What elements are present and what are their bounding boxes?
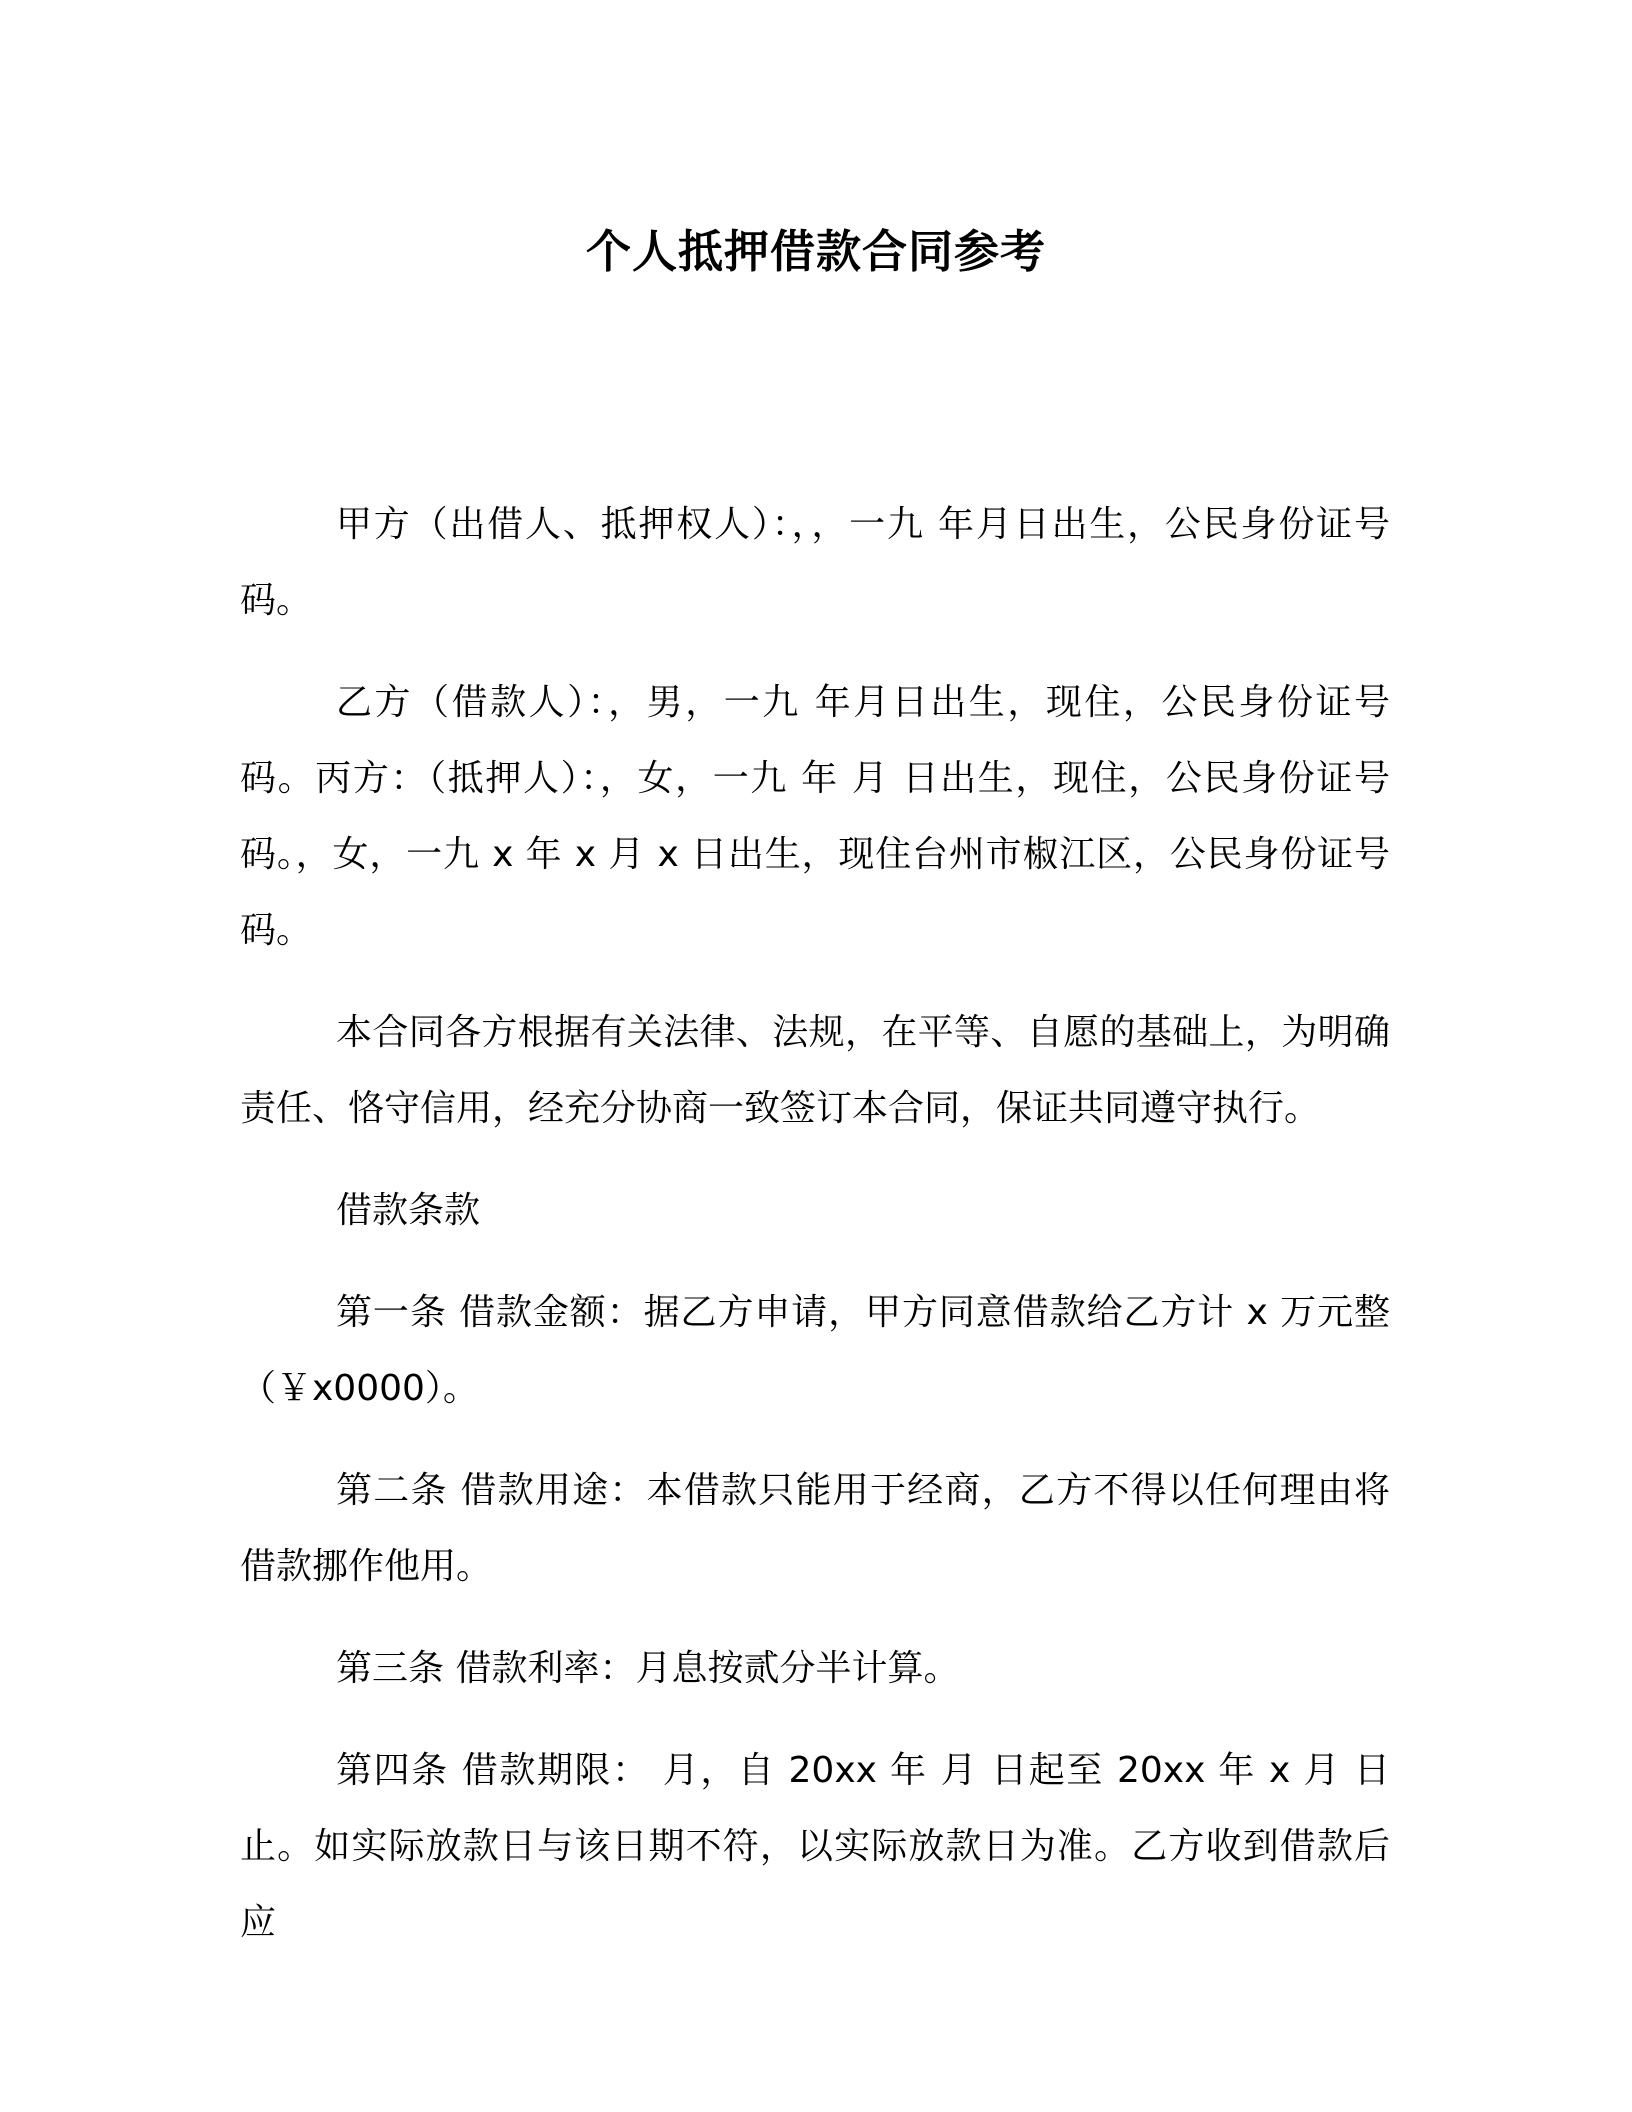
article-2-loan-purpose: 第二条 借款用途：本借款只能用于经商，乙方不得以任何理由将借款挪作他用。 [240,1470,1390,1587]
document-title: 个人抵押借款合同参考 [585,225,1046,278]
paragraph-party-a: 甲方（出借人、抵押权人）：，，一九 年月日出生，公民身份证号码。 [240,504,1390,621]
section-heading-loan-terms: 借款条款 [336,1190,481,1231]
paragraph-preamble: 本合同各方根据有关法律、法规，在平等、自愿的基础上，为明确责任、恪守信用，经充分协商一致签订本合同，保证共同遵守执行。 [240,1012,1390,1129]
article-1-loan-amount: 第一条 借款金额：据乙方申请，甲方同意借款给乙方计 x 万元整（￥x0000）。 [240,1292,1390,1409]
document-body [240,487,1390,1987]
article-3-interest-rate: 第三条 借款利率：月息按贰分半计算。 [336,1648,960,1689]
article-4-loan-term: 第四条 借款期限： 月，自 20xx 年 月 日起至 20xx 年 x 月 日止。如实际放款日与该日期不符，以实际放款日为准。乙方收到借款后应 [240,1750,1390,1943]
paragraph-party-b-c: 乙方（借款人）：，男，一九 年月日出生，现住，公民身份证号码。丙方：（抵押人）：，女，一九 年 月 日出生，现住，公民身份证号码。，女，一九 x 年 x 月 x 日出生，现住台州市椒江区，公民身份证号码。 [240,682,1390,951]
